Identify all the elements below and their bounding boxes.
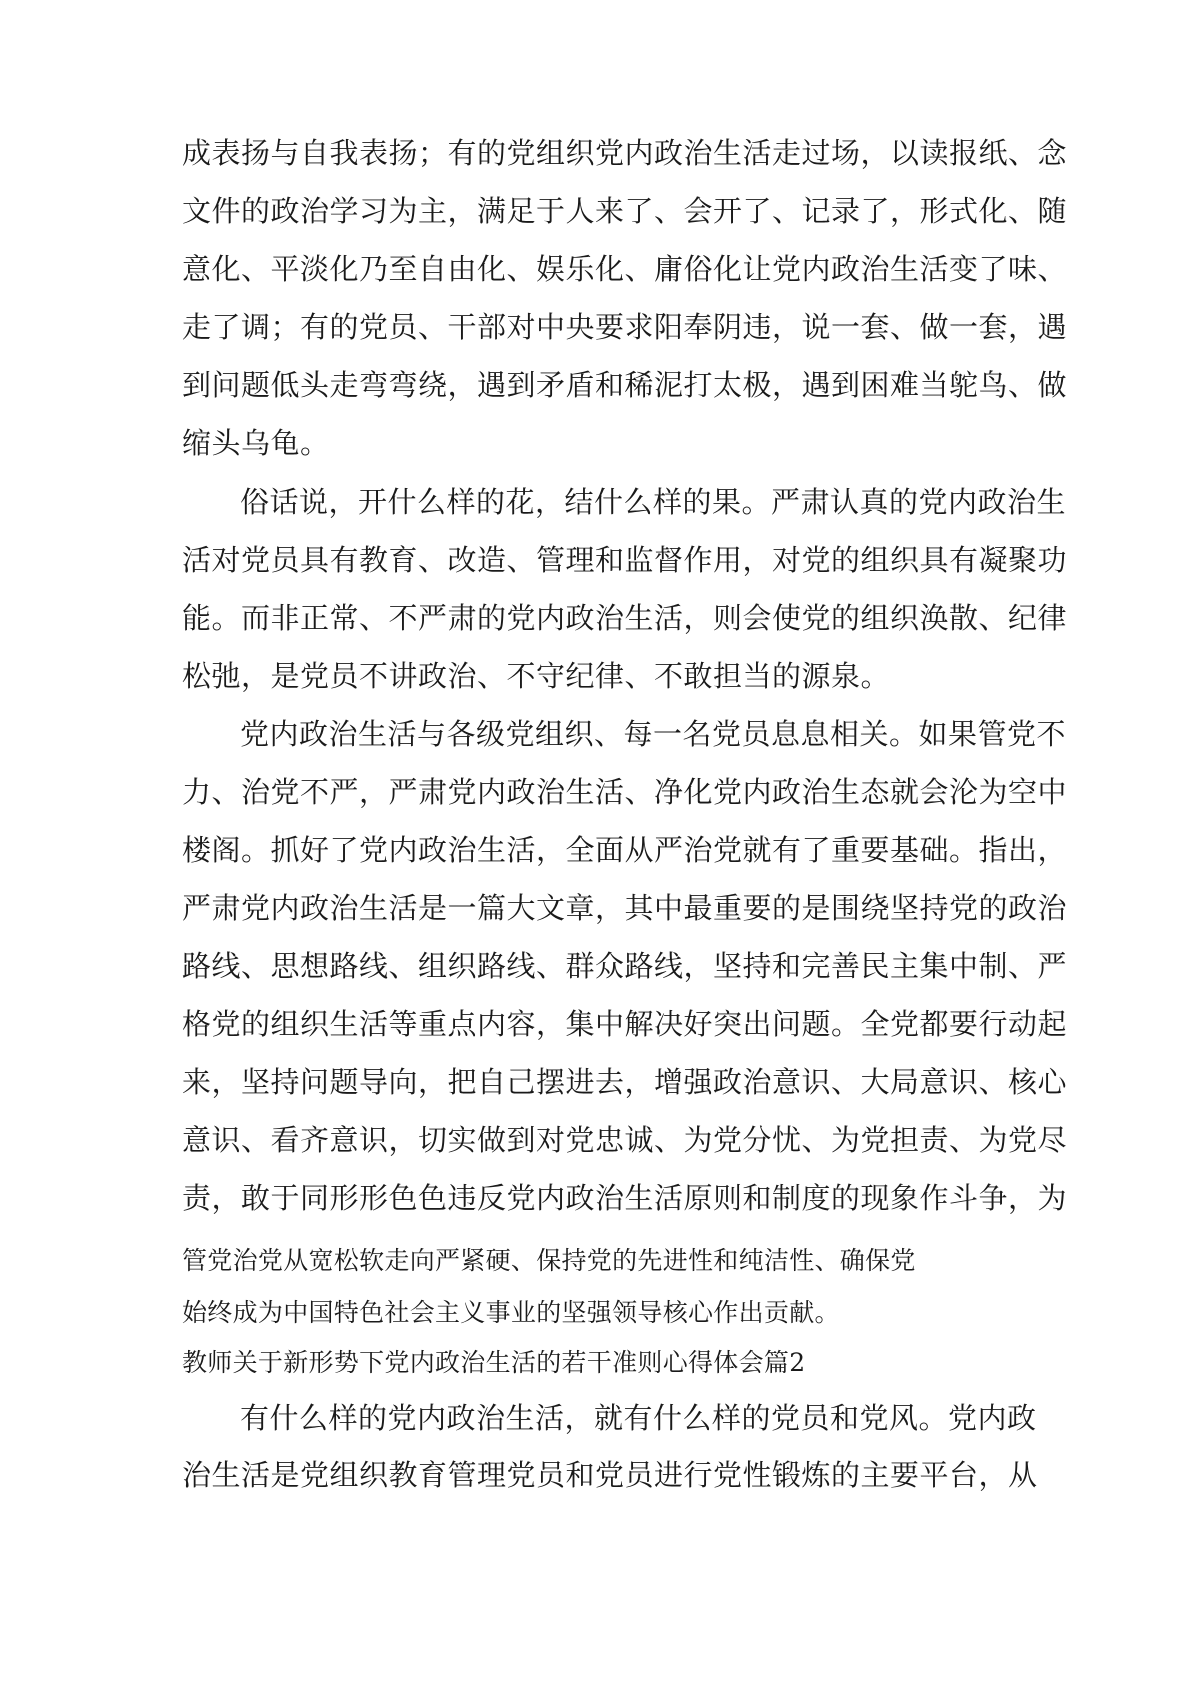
paragraph-first-line: 党内政治生活与各级党组织、每一名党员息息相关。如果管党不 [240,717,1067,751]
paragraph-line: 文件的政治学习为主，满足于人来了、会开了、记录了，形式化、随 [182,194,1068,228]
paragraph-first-line: 有什么样的党内政治生活，就有什么样的党员和党风。党内政 [240,1401,1037,1435]
paragraph-line: 意识、看齐意识，切实做到对党忠诚、为党分忧、为党担责、为党尽 [182,1123,1068,1157]
paragraph-line: 到问题低头走弯弯绕，遇到矛盾和稀泥打太极，遇到困难当鸵鸟、做 [182,368,1068,402]
paragraph-line: 力、治党不严，严肃党内政治生活、净化党内政治生态就会沦为空中 [182,775,1068,809]
paragraph-first-line: 俗话说，开什么样的花，结什么样的果。严肃认真的党内政治生 [240,485,1067,519]
paragraph-line: 缩头乌龟。 [182,426,330,460]
paragraph-line: 来，坚持问题导向，把自己摆进去，增强政治意识、大局意识、核心 [182,1065,1068,1099]
paragraph-line: 路线、思想路线、组织路线、群众路线，坚持和完善民主集中制、严 [182,949,1068,983]
paragraph-line: 治生活是党组织教育管理党员和党员进行党性锻炼的主要平台，从 [182,1458,1038,1492]
paragraph-line: 责，敢于同形形色色违反党内政治生活原则和制度的现象作斗争，为 [182,1181,1068,1215]
section-heading: 教师关于新形势下党内政治生活的若干准则心得体会篇2 [182,1348,806,1377]
paragraph-line: 严肃党内政治生活是一篇大文章，其中最重要的是围绕坚持党的政治 [182,891,1068,925]
paragraph-line: 管党治党从宽松软走向严紧硬、保持党的先进性和纯洁性、确保党 [182,1246,916,1275]
paragraph-line: 格党的组织生活等重点内容，集中解决好突出问题。全党都要行动起 [182,1007,1068,1041]
paragraph-line: 走了调；有的党员、干部对中央要求阳奉阴违，说一套、做一套，遇 [182,310,1068,344]
paragraph-line: 意化、平淡化乃至自由化、娱乐化、庸俗化让党内政治生活变了味、 [182,252,1068,286]
paragraph-line: 楼阁。抓好了党内政治生活，全面从严治党就有了重要基础。指出， [182,833,1068,867]
paragraph-line: 能。而非正常、不严肃的党内政治生活，则会使党的组织涣散、纪律 [182,601,1068,635]
paragraph-line: 成表扬与自我表扬；有的党组织党内政治生活走过场，以读报纸、念 [182,136,1068,170]
paragraph-line: 松弛，是党员不讲政治、不守纪律、不敢担当的源泉。 [182,659,891,693]
paragraph-line: 活对党员具有教育、改造、管理和监督作用，对党的组织具有凝聚功 [182,543,1068,577]
paragraph-line: 始终成为中国特色社会主义事业的坚强领导核心作出贡献。 [182,1298,840,1327]
